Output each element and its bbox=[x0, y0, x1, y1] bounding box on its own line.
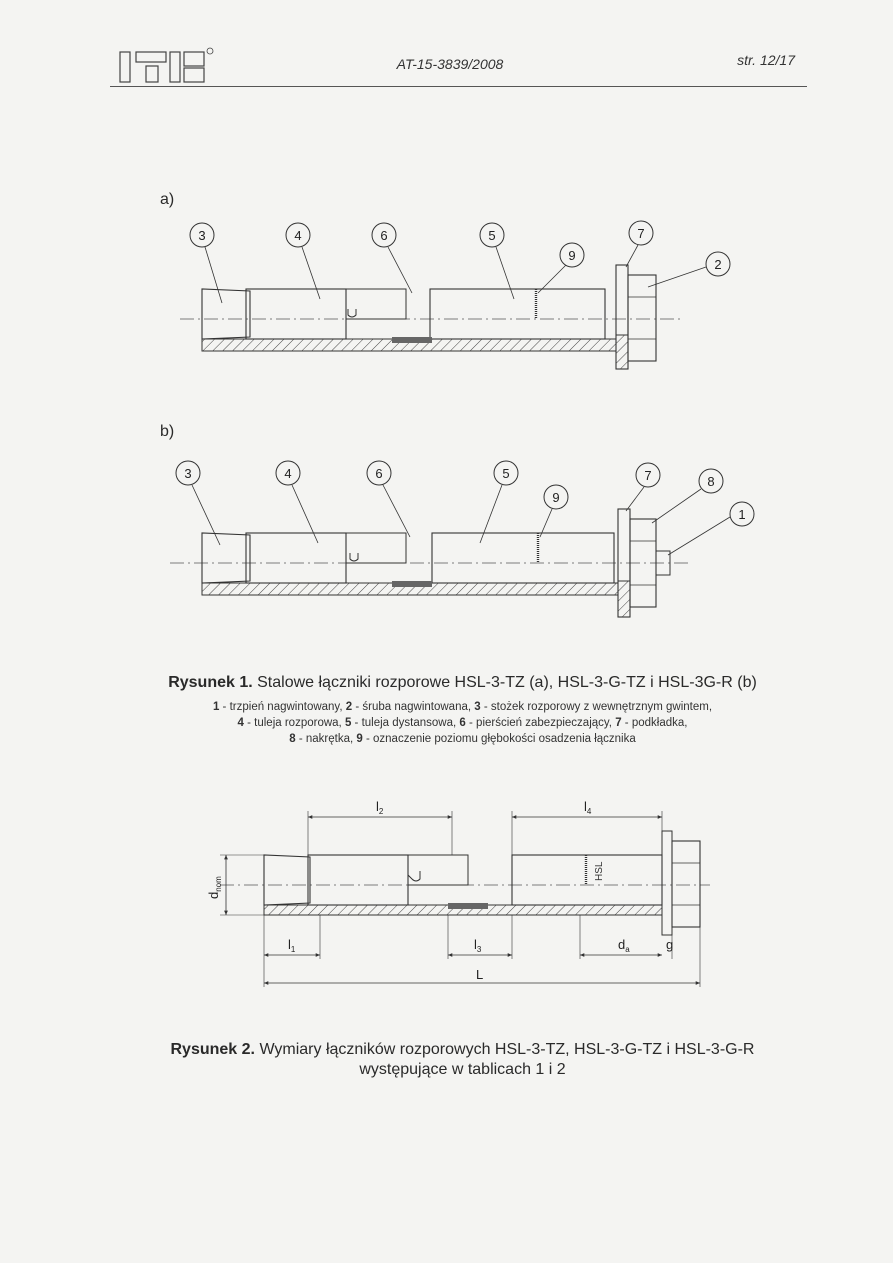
legend-item: 3 - stożek rozporowy z wewnętrznym gwintem, bbox=[474, 701, 713, 713]
callout-4 bbox=[276, 461, 318, 543]
legend-item: 9 - oznaczenie poziomu głębokości osadzenia łącznika bbox=[356, 733, 636, 745]
dim-l2: $l_2$ bbox=[376, 799, 384, 816]
figure-1-caption bbox=[100, 674, 825, 692]
svg-text:7: 7 bbox=[637, 226, 645, 241]
figure-1-caption-prefix: Rysunek 1. bbox=[168, 674, 253, 691]
callout-1 bbox=[668, 502, 754, 555]
svg-text:5: 5 bbox=[488, 228, 496, 243]
dim-g: g bbox=[666, 937, 674, 952]
callout-8 bbox=[652, 469, 723, 523]
callout-5 bbox=[480, 223, 514, 299]
callout-7 bbox=[626, 463, 660, 511]
legend-item: 5 - tuleja dystansowa, bbox=[344, 717, 457, 729]
legend-item: 8 - nakrętka, bbox=[289, 733, 354, 745]
page-number: str. 12/17 bbox=[737, 52, 795, 68]
figure-1-caption-text: Stalowe łączniki rozporowe HSL-3-TZ (a), HSL-3-G-TZ i HSL-3G-R (b) bbox=[257, 674, 757, 691]
svg-text:5: 5 bbox=[502, 466, 510, 481]
figure-2-caption bbox=[100, 1040, 825, 1080]
dimension-drawing bbox=[200, 795, 720, 995]
panel-b-label: b) bbox=[160, 423, 175, 440]
legend-item: 2 - śruba nagwintowana, bbox=[345, 701, 472, 713]
dim-L: L bbox=[476, 967, 484, 982]
dim-l1: $l_1$ bbox=[288, 937, 296, 954]
svg-text:4: 4 bbox=[294, 228, 302, 243]
figure-1-legend bbox=[120, 699, 805, 747]
callout-9 bbox=[540, 485, 568, 537]
callout-4 bbox=[286, 223, 320, 299]
legend-item: 4 - tuleja rozporowa, bbox=[237, 717, 342, 729]
dim-da: $d_a$ bbox=[618, 937, 630, 954]
svg-text:3: 3 bbox=[184, 466, 192, 481]
dim-l3: $l_3$ bbox=[474, 937, 482, 954]
callout-3 bbox=[176, 461, 220, 545]
svg-text:9: 9 bbox=[568, 248, 576, 263]
hsl-marking: HSL bbox=[594, 861, 605, 881]
svg-text:4: 4 bbox=[284, 466, 292, 481]
svg-text:9: 9 bbox=[552, 490, 560, 505]
figure-2-caption-prefix: Rysunek 2. bbox=[170, 1041, 255, 1058]
svg-text:2: 2 bbox=[714, 257, 722, 272]
legend-item: 7 - podkładka, bbox=[615, 717, 688, 729]
figure-2-caption-line1: Wymiary łączników rozporowych HSL-3-TZ, HSL-3-G-TZ i HSL-3-G-R bbox=[259, 1041, 755, 1058]
itb-logo bbox=[110, 46, 215, 86]
svg-text:7: 7 bbox=[644, 468, 652, 483]
legend-item: 1 - trzpień nagwintowany, bbox=[212, 701, 343, 713]
callout-6 bbox=[367, 461, 410, 537]
dim-l4: $l_4$ bbox=[584, 799, 592, 816]
document-number: AT-15-3839/2008 bbox=[396, 56, 504, 72]
dim-dnom: $d_{nom}$ bbox=[206, 876, 223, 899]
anchor-drawing-b bbox=[170, 455, 770, 625]
callout-7 bbox=[626, 221, 653, 267]
svg-text:6: 6 bbox=[375, 466, 383, 481]
legend-item: 6 - pierścień zabezpieczający, bbox=[459, 717, 612, 729]
anchor-drawing-a bbox=[180, 215, 740, 375]
callout-6 bbox=[372, 223, 412, 293]
callout-5 bbox=[480, 461, 518, 543]
svg-text:3: 3 bbox=[198, 228, 206, 243]
callout-2 bbox=[648, 252, 730, 287]
panel-a-label: a) bbox=[160, 191, 175, 208]
figure-2-caption-line2: występujące w tablicach 1 i 2 bbox=[359, 1061, 566, 1078]
header-divider bbox=[110, 86, 807, 87]
callout-9 bbox=[538, 243, 584, 293]
svg-text:6: 6 bbox=[380, 228, 388, 243]
svg-text:8: 8 bbox=[707, 474, 715, 489]
svg-text:1: 1 bbox=[738, 507, 746, 522]
callout-3 bbox=[190, 223, 222, 303]
